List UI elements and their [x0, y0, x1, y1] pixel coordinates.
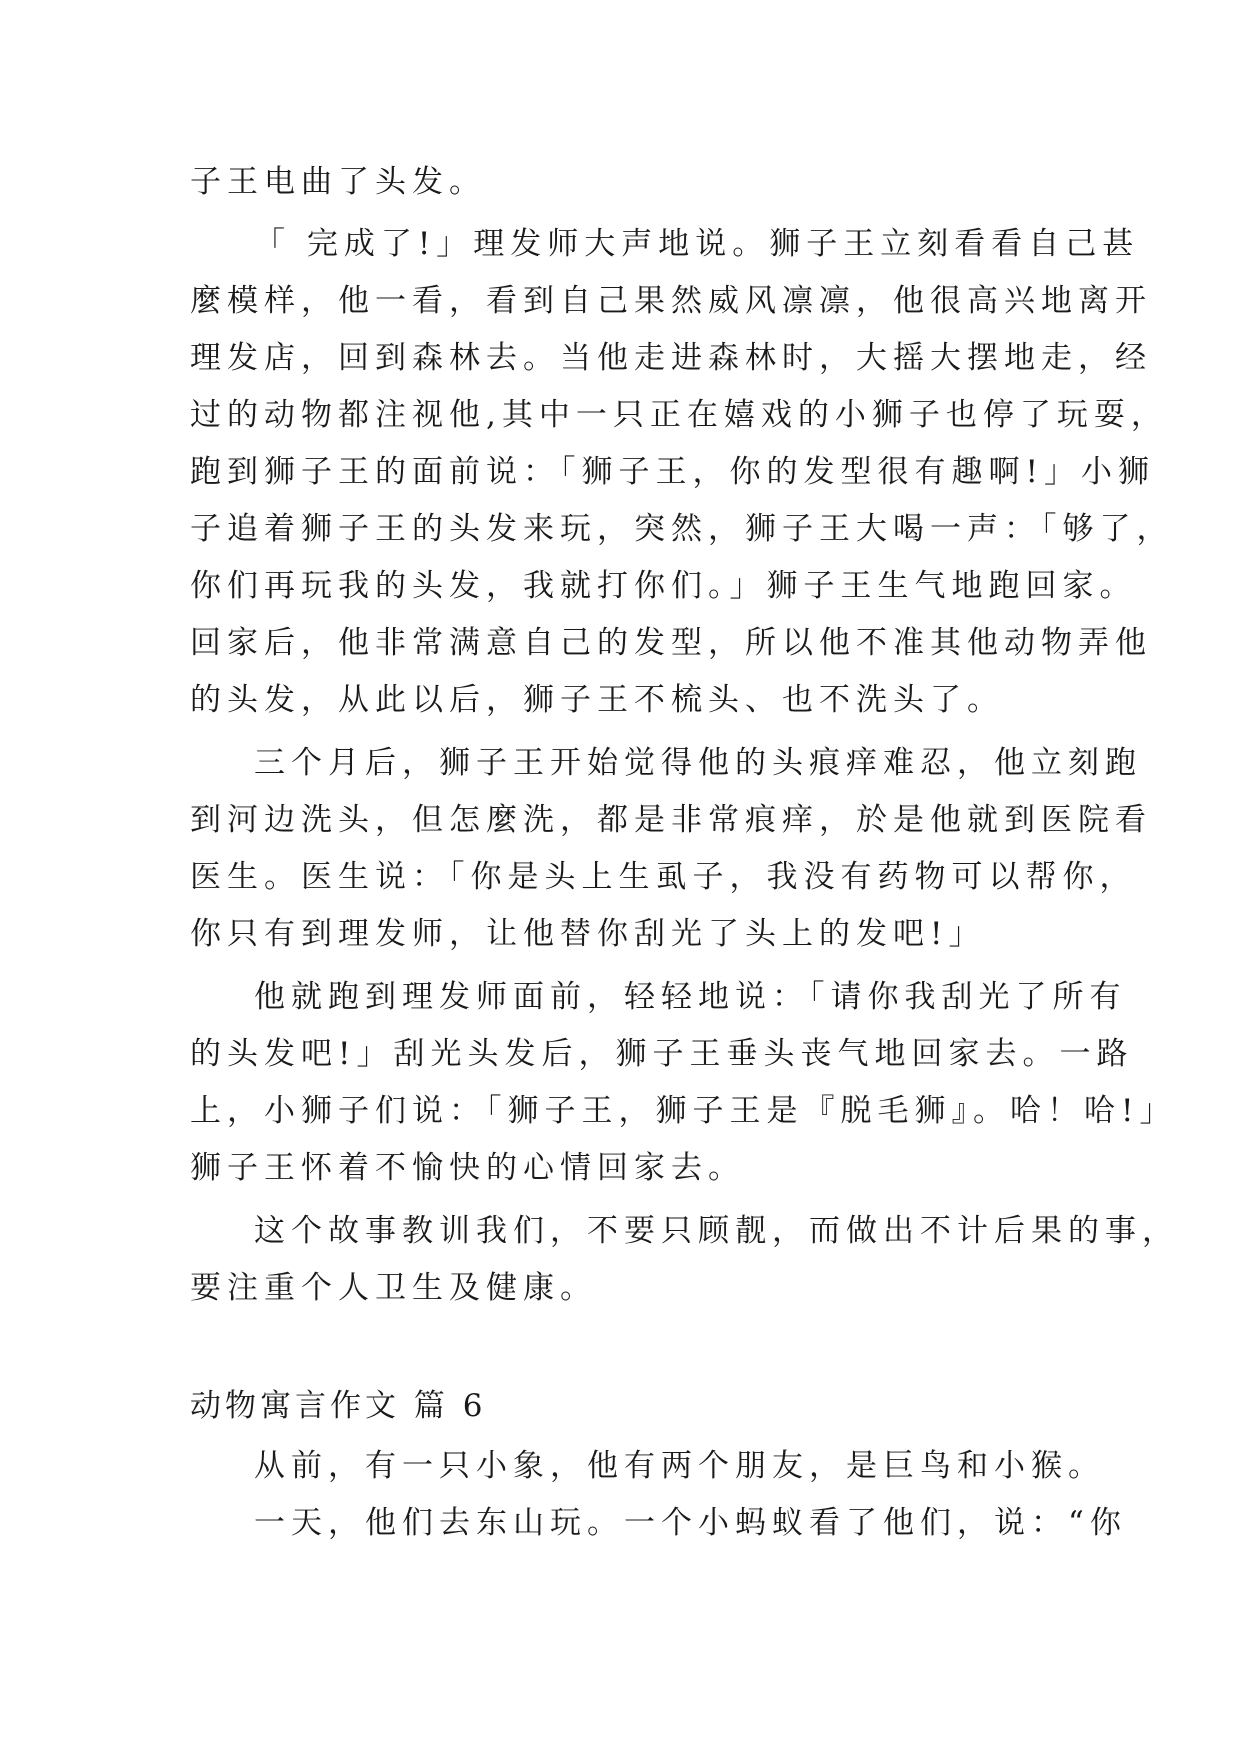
text-line: 从前，有一只小象，他有两个朋友，是巨鸟和小猴。 — [254, 1448, 1105, 1484]
text-line: 这个故事教训我们，不要只顾靓，而做出不计后果的事， — [254, 1213, 1179, 1249]
text-line: 三个月后，狮子王开始觉得他的头痕痒难忍，他立刻跑 — [254, 745, 1142, 781]
text-line: 医生。医生说：「你是头上生虱子，我没有药物可以帮你， — [190, 859, 1137, 895]
section-heading: 动物寓言作文 篇 6 — [190, 1388, 487, 1424]
text-line: 一天，他们去东山玩。一个小蚂蚁看了他们，说：“你 — [254, 1505, 1127, 1541]
text-line: 跑到狮子王的面前说：「狮子王，你的发型很有趣啊!」小狮 — [190, 454, 1155, 490]
text-line: 「 完成了!」理发师大声地说。狮子王立刻看看自己甚 — [254, 226, 1140, 262]
text-line: 狮子王怀着不愉快的心情回家去。 — [190, 1150, 745, 1186]
text-line: 麼模样，他一看，看到自己果然威风凛凛，他很高兴地离开 — [190, 283, 1152, 319]
text-line: 要注重个人卫生及健康。 — [190, 1270, 597, 1306]
text-line: 到河边洗头，但怎麼洗，都是非常痕痒，於是他就到医院看 — [190, 802, 1152, 838]
text-line: 的头发，从此以后，狮子王不梳头、也不洗头了。 — [190, 682, 1004, 718]
text-line: 你只有到理发师，让他替你刮光了头上的发吧!」 — [190, 916, 986, 952]
text-line: 他就跑到理发师面前，轻轻地说：「请你我刮光了所有 — [254, 979, 1127, 1015]
text-line: 理发店，回到森林去。当他走进森林时，大摇大摆地走，经 — [190, 340, 1152, 376]
text-line: 你们再玩我的头发，我就打你们。」狮子王生气地跑回家。 — [190, 568, 1137, 604]
text-line: 回家后，他非常满意自己的发型，所以他不准其他动物弄他 — [190, 625, 1152, 661]
text-line: 子追着狮子王的头发来玩，突然，狮子王大喝一声：「够了， — [190, 511, 1174, 547]
text-line: 的头发吧!」刮光头发后，狮子王垂头丧气地回家去。一路 — [190, 1036, 1134, 1072]
text-line: 上，小狮子们说：「狮子王，狮子王是『脱毛狮』。哈！哈!」 — [190, 1093, 1177, 1129]
text-line: 过的动物都注视他,其中一只正在嬉戏的小狮子也停了玩耍， — [190, 397, 1168, 433]
text-line: 子王电曲了头发。 — [190, 164, 486, 200]
